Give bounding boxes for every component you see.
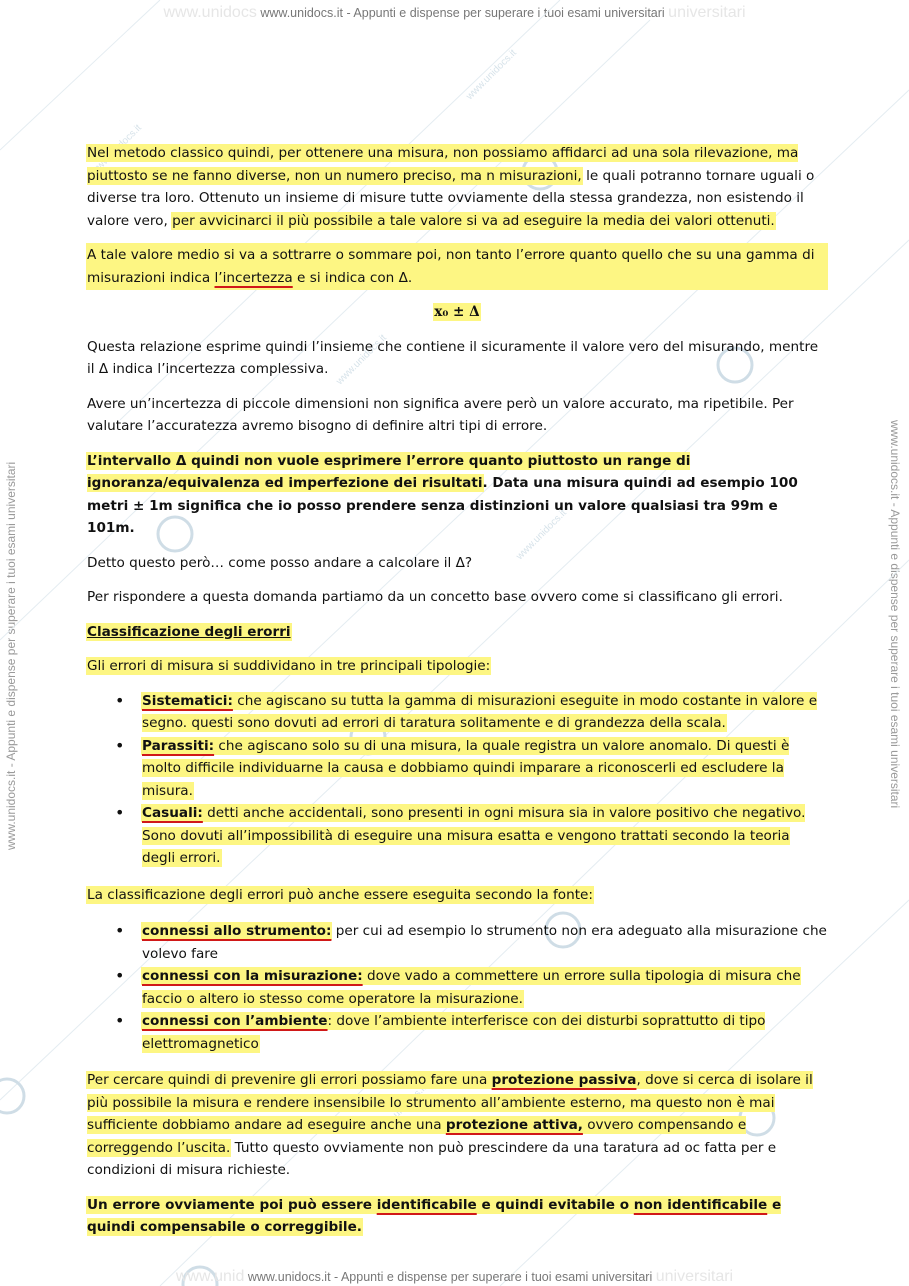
paragraph-highlighted: [87, 244, 827, 289]
list-text: : dove l’ambiente interferisce con dei disturbi soprattutto di tipo elettromagnetico: [142, 1013, 766, 1052]
body-text: , dove si cerca di isolare il più possibile la misura e rendere insensibile lo strumento all’ambiente esterno, ma questo non è mai sufficiente dobbiamo andare ad eseguire anche una: [87, 1072, 813, 1133]
document-body: [87, 142, 827, 1251]
paragraph: Per rispondere a questa domanda partiamo da un concetto base ovvero come si classificano gli errori.: [87, 589, 783, 605]
highlighted-text: per avvicinarci il più possibile a tale valore si va ad eseguire la media dei valori ottenuti.: [172, 212, 775, 229]
highlighted-bold-text: L’intervallo Δ quindi non vuole esprimere l’errore quanto piuttosto un range di ignoranza/equivalenza ed imperfezione dei risultati: [87, 452, 691, 491]
error-sources-list: [87, 920, 827, 1055]
paragraph: [87, 655, 827, 678]
watermark-text: www.unidocs.it: [464, 47, 519, 103]
list-item: [142, 735, 827, 803]
list-text: per cui ad esempio lo strumento non era adeguato alla misurazione che volevo fare: [142, 923, 827, 962]
list-term: Parassiti:: [142, 737, 215, 754]
list-text: detti anche accidentali, sono presenti in ogni misura sia in valore positivo che negativo. Sono dovuti all’impossibilità di eseguire una misura esatta e vengono trattati secondo la teoria degli errori.: [142, 805, 806, 866]
body-text: e si indica con Δ.: [292, 269, 413, 286]
paragraph: Avere un’incertezza di piccole dimensioni non significa avere però un valore accurato, ma ripetibile. Per valutare l’accuratezza avremo bisogno di definire altri tipi di errore.: [87, 395, 794, 434]
logo-watermark-icon: [0, 1079, 24, 1113]
body-text: Un errore ovviamente poi può essere: [87, 1196, 377, 1213]
underlined-term: non identificabile: [633, 1196, 768, 1213]
bold-text: . Data una misura quindi ad esempio 100 metri ± 1m significa che io posso prendere senza distinzioni un valore qualsiasi tra 99m e 101m.: [87, 475, 798, 536]
highlighted-text: Gli errori di misura si suddividano in tre principali tipologie:: [87, 658, 491, 674]
list-text: che agiscano su tutta la gamma di misurazioni eseguite in modo costante in valore e segno. questi sono dovuti ad errori di taratura solitamente e di grandezza della scala.: [142, 692, 818, 731]
list-term: Sistematici:: [142, 692, 233, 709]
body-text: e quindi compensabile o correggibile.: [87, 1196, 782, 1235]
footer-ghost-left: www.unid: [175, 1268, 245, 1285]
page-footer: [0, 1268, 909, 1286]
highlighted-text: Nel metodo classico quindi, per ottenere una misura, non possiamo affidarci ad una sola rilevazione, ma piuttosto se ne fanno diverse, non un numero preciso, ma n misurazioni,: [87, 145, 799, 184]
section-heading: [87, 621, 827, 644]
body-text: e quindi evitabile o: [476, 1196, 634, 1213]
footer-text: www.unidocs.it - Appunti e dispense per superare i tuoi esami universitari: [247, 1270, 653, 1284]
heading-text: Classificazione degli erorri: [87, 623, 291, 640]
paragraph: [87, 1194, 827, 1239]
underlined-term: protezione passiva: [491, 1072, 637, 1088]
header-ghost-left: www.unidocs: [163, 4, 257, 21]
list-text: dove vado a commettere un errore sulla tipologia di misura che faccio o altero io stesso come operatore la misurazione.: [142, 968, 801, 1007]
underlined-term: l’incertezza: [214, 269, 293, 286]
watermark-text: www.unidocs.it: [334, 332, 389, 388]
list-term: connessi con la misurazione:: [142, 968, 363, 984]
list-text: che agiscano solo su di una misura, la quale registra un valore anomalo. Di questi è molto difficile individuarne la causa e dobbiamo quindi imparare a riconoscerli ed escludere la misura.: [142, 737, 790, 799]
paragraph: [87, 142, 827, 232]
list-term: connessi allo strumento:: [142, 923, 332, 939]
body-text: Tutto questo ovviamente non può prescindere da una taratura ad oc fatta per e condizioni di misura richieste.: [87, 1139, 777, 1178]
paragraph: [87, 884, 827, 907]
list-item: [142, 802, 827, 870]
footer-ghost-right: universitari: [655, 1268, 734, 1285]
formula: [87, 301, 827, 324]
list-item: [142, 965, 827, 1010]
body-text: ovvero compensando e correggendo l’uscita.: [87, 1117, 747, 1156]
header-text: www.unidocs.it - Appunti e dispense per superare i tuoi esami universitari: [260, 6, 665, 20]
sidebar-right-text: www.unidocs.it - Appunti e dispense per superare i tuoi esami universitari: [888, 420, 902, 809]
sidebar-left-text: www.unidocs.it - Appunti e dispense per superare i tuoi esami universitari: [4, 461, 18, 850]
paragraph: Detto questo però… come posso andare a calcolare il Δ?: [87, 554, 473, 571]
paragraph: [87, 450, 827, 540]
list-item: [142, 920, 827, 965]
body-text: A tale valore medio si va a sottrarre o sommare poi, non tanto l’errore quanto quello che su una gamma di misurazioni indica: [87, 247, 815, 286]
error-types-list: [87, 690, 827, 870]
page-header: [0, 4, 909, 22]
formula-text: x₀ ± Δ: [434, 304, 480, 320]
list-item: [142, 1010, 827, 1055]
underlined-term: identificabile: [376, 1196, 477, 1213]
paragraph: Questa relazione esprime quindi l’insieme che contiene il sicuramente il valore vero del misurando, mentre il Δ indica l’incertezza complessiva.: [87, 338, 819, 377]
list-item: [142, 690, 827, 735]
list-term: connessi con l’ambiente: [142, 1013, 328, 1029]
body-text: le quali potranno tornare uguali o diverse tra loro. Ottenuto un insieme di misure tutte ovviamente della stessa grandezza, non esistendo il valore vero,: [87, 167, 815, 229]
header-ghost-right: universitari: [668, 4, 746, 21]
body-text: Per cercare quindi di prevenire gli errori possiamo fare una: [87, 1072, 492, 1088]
sidebar-watermark-right: [888, 420, 902, 808]
sidebar-watermark-left: [4, 462, 18, 850]
underlined-term: protezione attiva,: [445, 1117, 583, 1133]
watermark-text: www.unidocs.it: [514, 507, 569, 563]
paragraph: [87, 1069, 827, 1182]
list-term: Casuali:: [142, 805, 203, 821]
highlighted-text: La classificazione degli errori può anche essere eseguita secondo la fonte:: [87, 886, 593, 903]
